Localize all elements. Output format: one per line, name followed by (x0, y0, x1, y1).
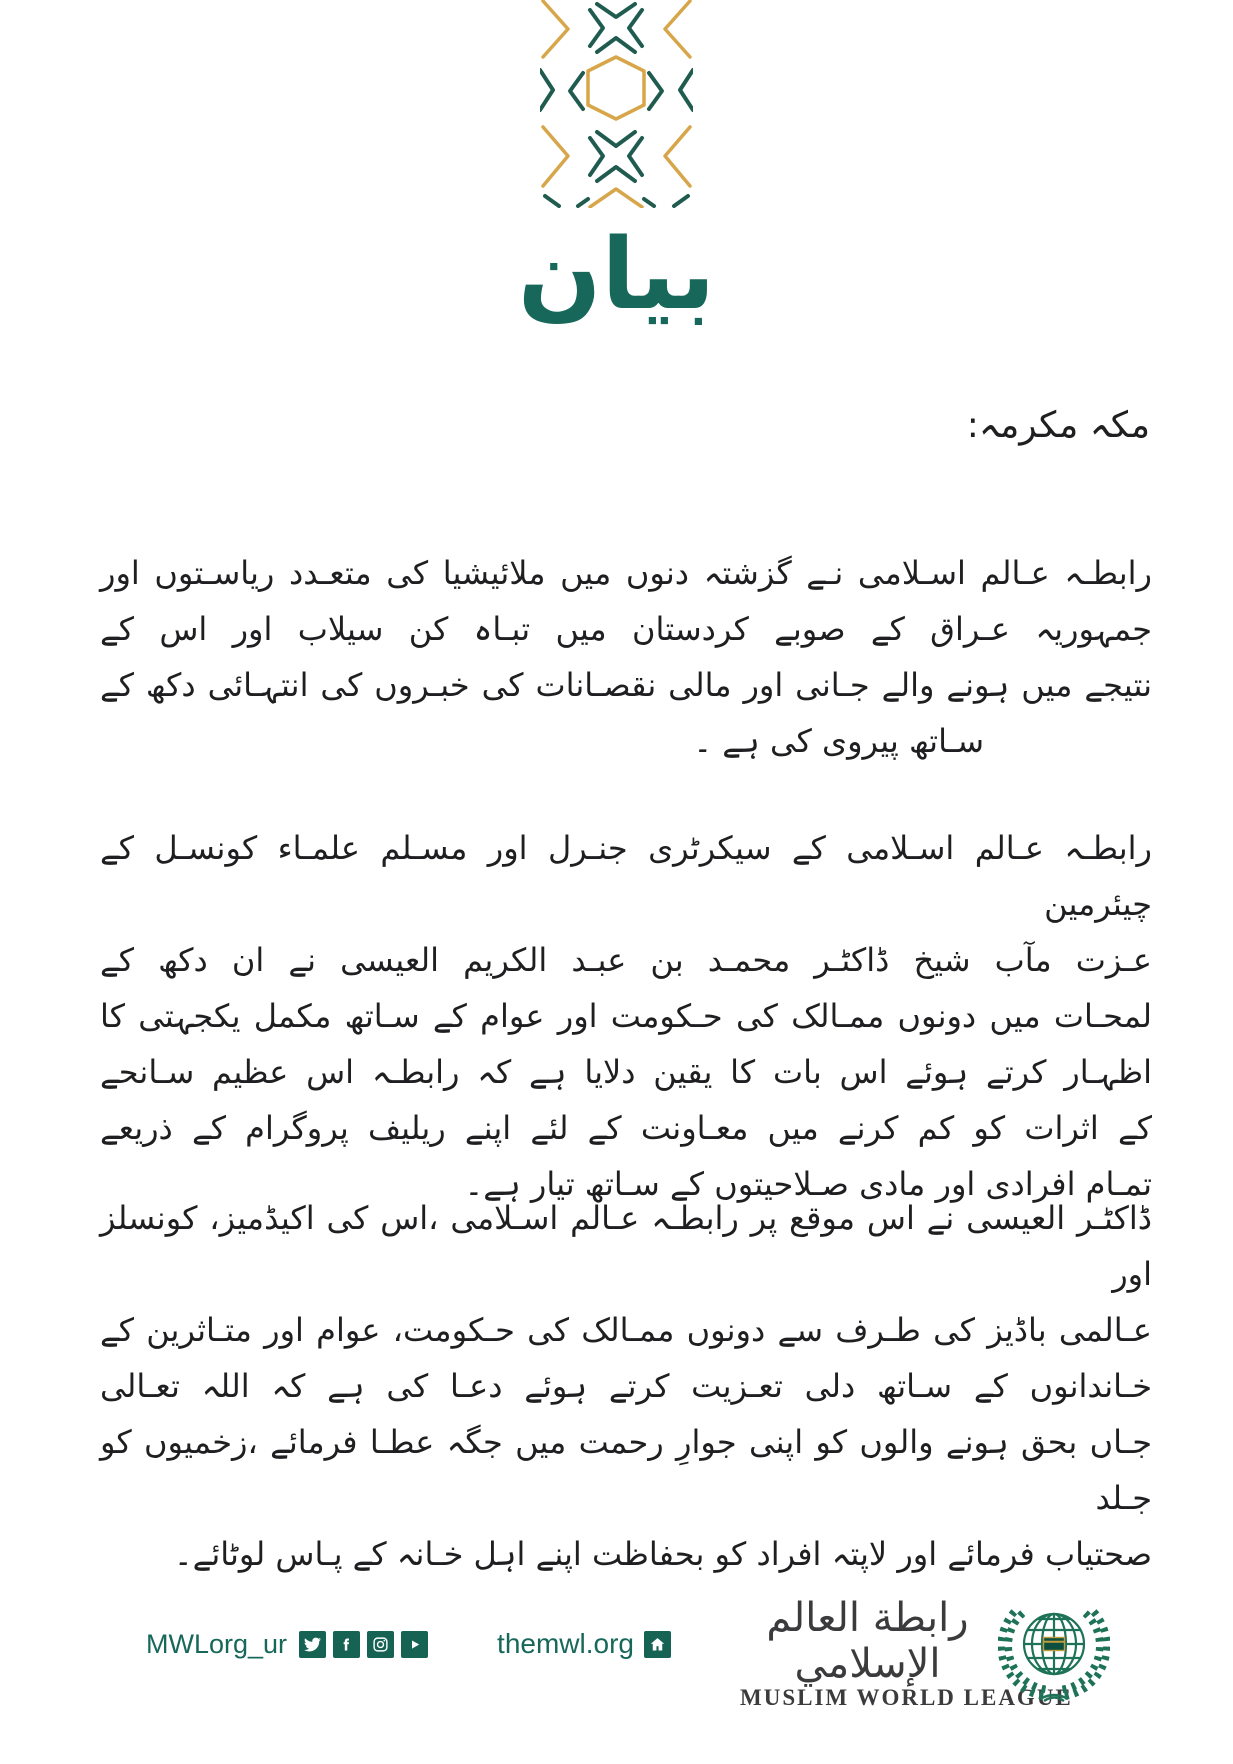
paragraph-line: نتیجے میں ہونے والے جـانی اور مالی نقصـانات کی خبـروں کی انتہـائی دکھ کے (100, 666, 1152, 704)
paragraph-line: جمہوریہ عـراق کے صوبے کردستان میں تبـاہ کن سیلاب اور اس کے (100, 610, 1152, 648)
social-handle-label[interactable]: MWLorg_ur (146, 1628, 288, 1659)
mwl-logo-arabic-name: رابطة العالم الإسلامي (766, 1595, 969, 1687)
mwl-emblem-icon (998, 1593, 1110, 1711)
geometric-ornament-icon (540, 0, 693, 208)
paragraph-line: رابطـہ عـالم اسـلامی نـے گزشتہ دنوں میں ملائیشیا کی متعـدد ریاسـتوں اور (100, 554, 1152, 592)
website-label[interactable]: themwl.org (497, 1628, 634, 1659)
mwl-logo-english-name: MUSLIM WORLD LEAGUE (740, 1685, 1073, 1710)
paragraph-line: سـاتھ پیروی کی ہے ۔ (693, 722, 984, 760)
youtube-icon[interactable] (401, 1631, 428, 1658)
paragraph-line: جـاں بحق ہونے والوں کو اپنی جوارِ رحمت میں جگہ عطـا فرمائے ،زخمیوں کو جـلد (100, 1423, 1152, 1517)
paragraph-line: لمحـات میں دونوں ممـالک کی حـکومت اور عوام کے سـاتھ مکمل یکجہتی کا (100, 997, 1152, 1035)
location-heading: مکہ مکرمہ: (966, 405, 1150, 446)
statement-paragraph-1 (100, 545, 1152, 769)
paragraph-line: تمـام افرادی اور مادی صـلاحیتوں کے سـاتھ تیار ہے۔ (464, 1165, 1152, 1203)
paragraph-line: اظہـار کرتے ہوئے اس بات کا یقین دلایا ہے کہ رابطـہ اس عظیم سـانحے (100, 1053, 1152, 1091)
paragraph-line: رابطـہ عـالم اسـلامی کے سیکرٹری جنـرل اور مسـلم علمـاء کونسـل کے چیئرمین (100, 829, 1152, 923)
statement-title: بيان (517, 218, 716, 332)
mwl-logo (740, 1585, 1110, 1715)
paragraph-line: صحتیاب فرمائے اور لاپتہ افراد کو بحفاظت اپنے اہل خـانہ کے پـاس لوٹائے۔ (173, 1535, 1152, 1573)
paragraph-line: کے اثرات کو کم کرنے میں معـاونت کے لئے اپنے ریلیف پروگرام کے ذریعے (100, 1109, 1152, 1147)
paragraph-line: خـاندانوں کے سـاتھ دلی تعـزیت کرتے ہوئے دعـا کی ہے کہ اللہ تعـالی (100, 1367, 1152, 1405)
facebook-icon[interactable] (333, 1631, 360, 1658)
statement-paragraph-3 (100, 1190, 1152, 1582)
statement-paragraph-2 (100, 820, 1152, 1212)
paragraph-line: عـزت مآب شیخ ڈاکٹـر محمـد بن عبـد الکریم العیسی نے ان دکھ کے (100, 941, 1152, 979)
twitter-icon[interactable] (299, 1631, 326, 1658)
paragraph-line: ڈاکٹـر العیسی نے اس موقع پر رابطـہ عـالم اسـلامی ،اس کی اکیڈمیز، کونسلز اور (100, 1199, 1152, 1293)
paragraph-line: عـالمی باڈیز کی طـرف سے دونوں ممـالک کی حـکومت، عوام اور متـاثرین کے (100, 1311, 1152, 1349)
footer-social-bar (146, 1629, 678, 1659)
instagram-icon[interactable] (367, 1631, 394, 1658)
home-icon[interactable] (644, 1631, 671, 1658)
